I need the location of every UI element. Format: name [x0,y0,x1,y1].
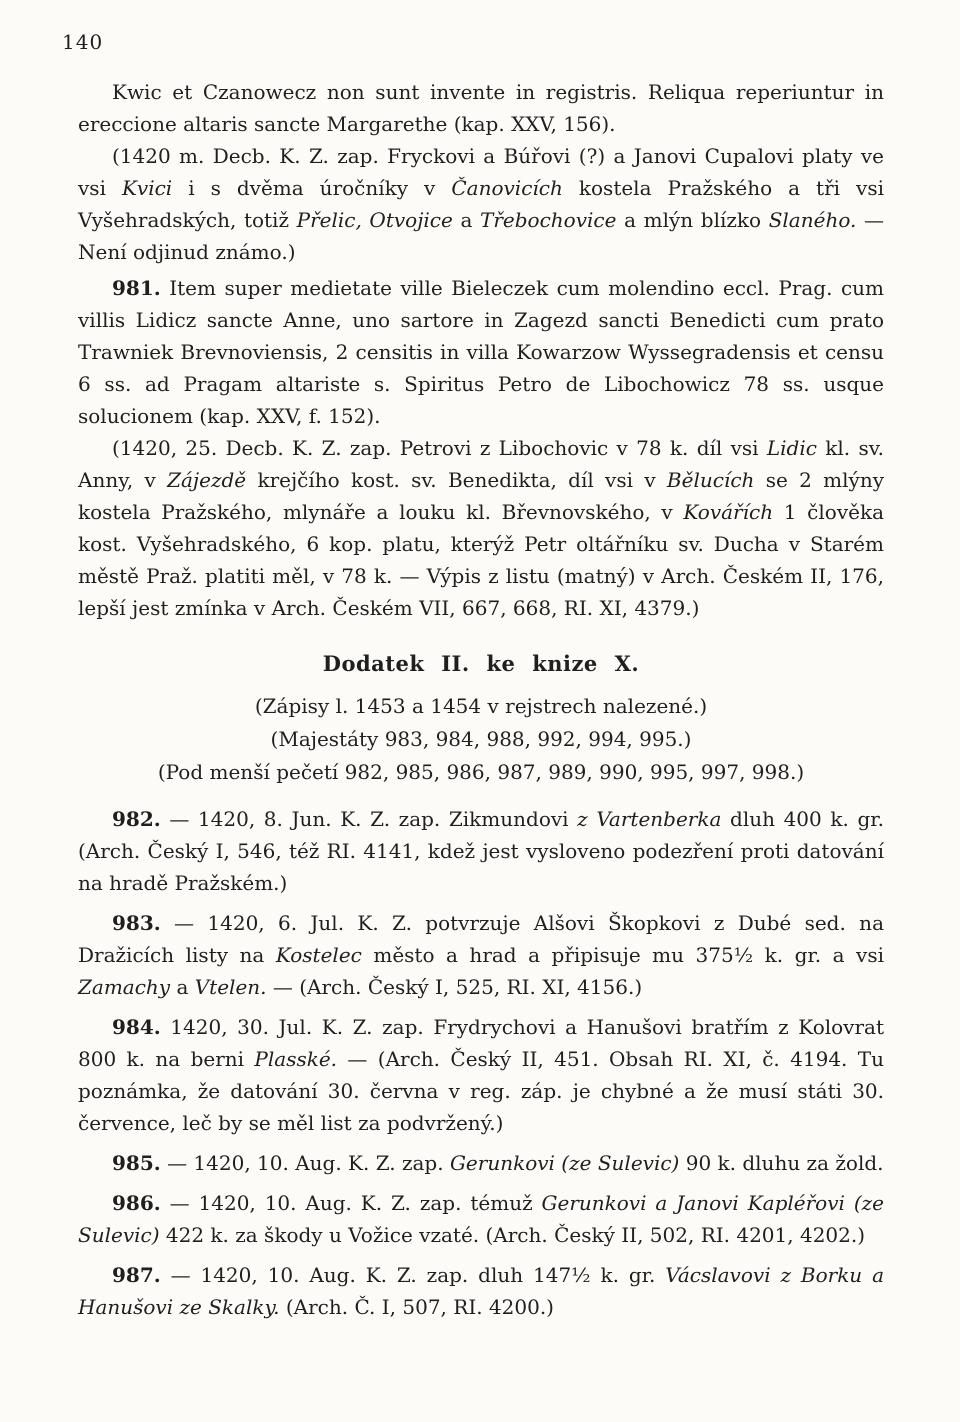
paragraph-kwic [78,76,884,140]
text-run-italic: Kovářích [683,500,774,524]
text-run: — Není odjinud známo.) [78,208,884,264]
entry-number: 985. [112,1151,161,1175]
entry-number: 982. [112,807,161,831]
text-run: a mlýn blízko [616,208,769,232]
text-run: dluh 400 k. gr. (Arch. Český I, 546, též RI. 4141, kdež jest vysloveno podezření proti datování na hradě Pražském.) [78,807,884,895]
entry-981 [78,272,884,432]
text-run: 1420, 30. Jul. K. Z. zap. Frydrychovi a Hanušovi bratřím z Kolovrat 800 k. na berni [78,1015,884,1071]
text-run-italic: Gerunkovi (ze Sulevic) [449,1151,680,1175]
entry-983 [78,907,884,1003]
text-run: (Arch. Č. I, 507, RI. 4200.) [279,1295,554,1319]
entry-number: 984. [112,1015,161,1039]
text-run-italic: z Vartenberka [577,807,722,831]
text-run-italic: Třebochovice [480,208,617,232]
entry-982 [78,803,884,899]
text-run: Kwic et Czanowecz non sunt invente in registris. Reliqua reperiuntur in ereccione altaris sancte Margarethe (kap. XXV, 156). [78,80,884,136]
text-run-italic: Kostelec [275,943,362,967]
text-run: 422 k. za škody u Vožice vzaté. (Arch. Český II, 502, RI. 4201, 4202.) [159,1223,866,1247]
text-run: kostela Pražského a tři vsi Vyšehradských, totiž [78,176,884,232]
text-run-italic: Vácslavovi z Borku a Hanušovi ze Skalky. [78,1263,884,1319]
text-run: i s dvěma úročníky v [172,176,452,200]
center-note-zapisy: (Zápisy l. 1453 a 1454 v rejstrech nalezené.) [254,694,708,718]
text-run: — 1420, 10. Aug. K. Z. zap. [160,1151,450,1175]
text-run: a [452,208,481,232]
entry-number: 981. [112,276,161,300]
text-run-italic: Bělucích [666,468,755,492]
text-run-italic: Zájezdě [167,468,247,492]
text-run: — 1420, 6. Jul. K. Z. potvrzuje Alšovi Škopkovi z Dubé sed. na Dražicích listy na [78,911,884,967]
entry-number: 986. [112,1191,161,1215]
paragraph-981-czech-note [78,432,884,624]
text-run-italic: Gerunkovi a Janovi Kapléřovi (ze Sulevic) [78,1191,884,1247]
text-run: kl. sv. Anny, v [78,436,884,492]
text-run: — 1420, 8. Jun. K. Z. zap. Zikmundovi [160,807,578,831]
text-run: (1420 m. Decb. K. Z. zap. Fryckovi a Búřovi (?) a Janovi Cupalovi platy ve vsi [78,144,884,200]
text-run: — (Arch. Český II, 451. Obsah RI. XI, č. 4194. Tu poznámka, že datování 30. června v reg. záp. je chybné a že musí státi 30. července, leč by se měl list za podvržený.) [78,1047,884,1135]
text-run: — (Arch. Český I, 525, RI. XI, 4156.) [266,975,643,999]
entry-number: 987. [112,1263,161,1287]
text-run: město a hrad a připisuje mu 375½ k. gr. a vsi [361,943,884,967]
section-heading: Dodatek II. ke knize X. [322,651,640,676]
text-run-italic: Lidic [766,436,817,460]
text-run-italic: Čanovicích [451,176,563,200]
page-number: 140 [62,30,104,54]
center-note-majestaty: (Majestáty 983, 984, 988, 992, 994, 995.) [270,727,692,751]
text-run: se 2 mlýny kostela Pražského, mlynáře a louku kl. Břevnovského, v [78,468,884,524]
text-run-italic: Plasské. [254,1047,338,1071]
text-run: a [170,975,195,999]
text-run: 1 člověka kost. Vyšehradského, 6 kop. platu, kterýž Petr oltářníku sv. Ducha v Starém městě Praž. platiti měl, v 78 k. — Výpis z listu (matný) v Arch. Českém II, 176, lepší jest zmínka v Arch. Českém VII, 667, 668, RI. XI, 4379.) [78,500,884,620]
entry-985 [78,1147,884,1179]
text-run-italic: Slaného. [768,208,857,232]
center-note-pecet: (Pod menší pečetí 982, 985, 986, 987, 989, 990, 995, 997, 998.) [157,760,805,784]
entry-986 [78,1187,884,1251]
text-run-italic: Přelic, Otvojice [296,208,453,232]
text-run-italic: Zamachy [78,975,171,999]
text-run: krejčího kost. sv. Benedikta, díl vsi v [246,468,667,492]
text-run-italic: Kvici [121,176,173,200]
entry-987 [78,1259,884,1323]
text-run: — 1420, 10. Aug. K. Z. zap. témuž [160,1191,542,1215]
text-run-italic: Vtelen. [194,975,267,999]
text-run: (1420, 25. Decb. K. Z. zap. Petrovi z Libochovic v 78 k. díl vsi [112,436,767,460]
text-run: 90 k. dluhu za žold. [679,1151,884,1175]
entry-number: 983. [112,911,161,935]
text-column [78,76,884,1323]
entry-984 [78,1011,884,1139]
text-run: Item super medietate ville Bieleczek cum molendino eccl. Prag. cum villis Lidicz sancte Anne, uno sartore in Zagezd sancti Benedicti cum prato Trawniek Brevnoviensis, 2 censitis in villa Kowarzow Wyssegradensis et censu 6 ss. ad Pragam altariste s. Spiritus Petro de Libochowicz 78 ss. usque solucionem (kap. XXV, f. 152). [78,276,884,428]
paragraph-1420-decb [78,140,884,268]
text-run: — 1420, 10. Aug. K. Z. zap. dluh 147½ k. gr. [160,1263,666,1287]
